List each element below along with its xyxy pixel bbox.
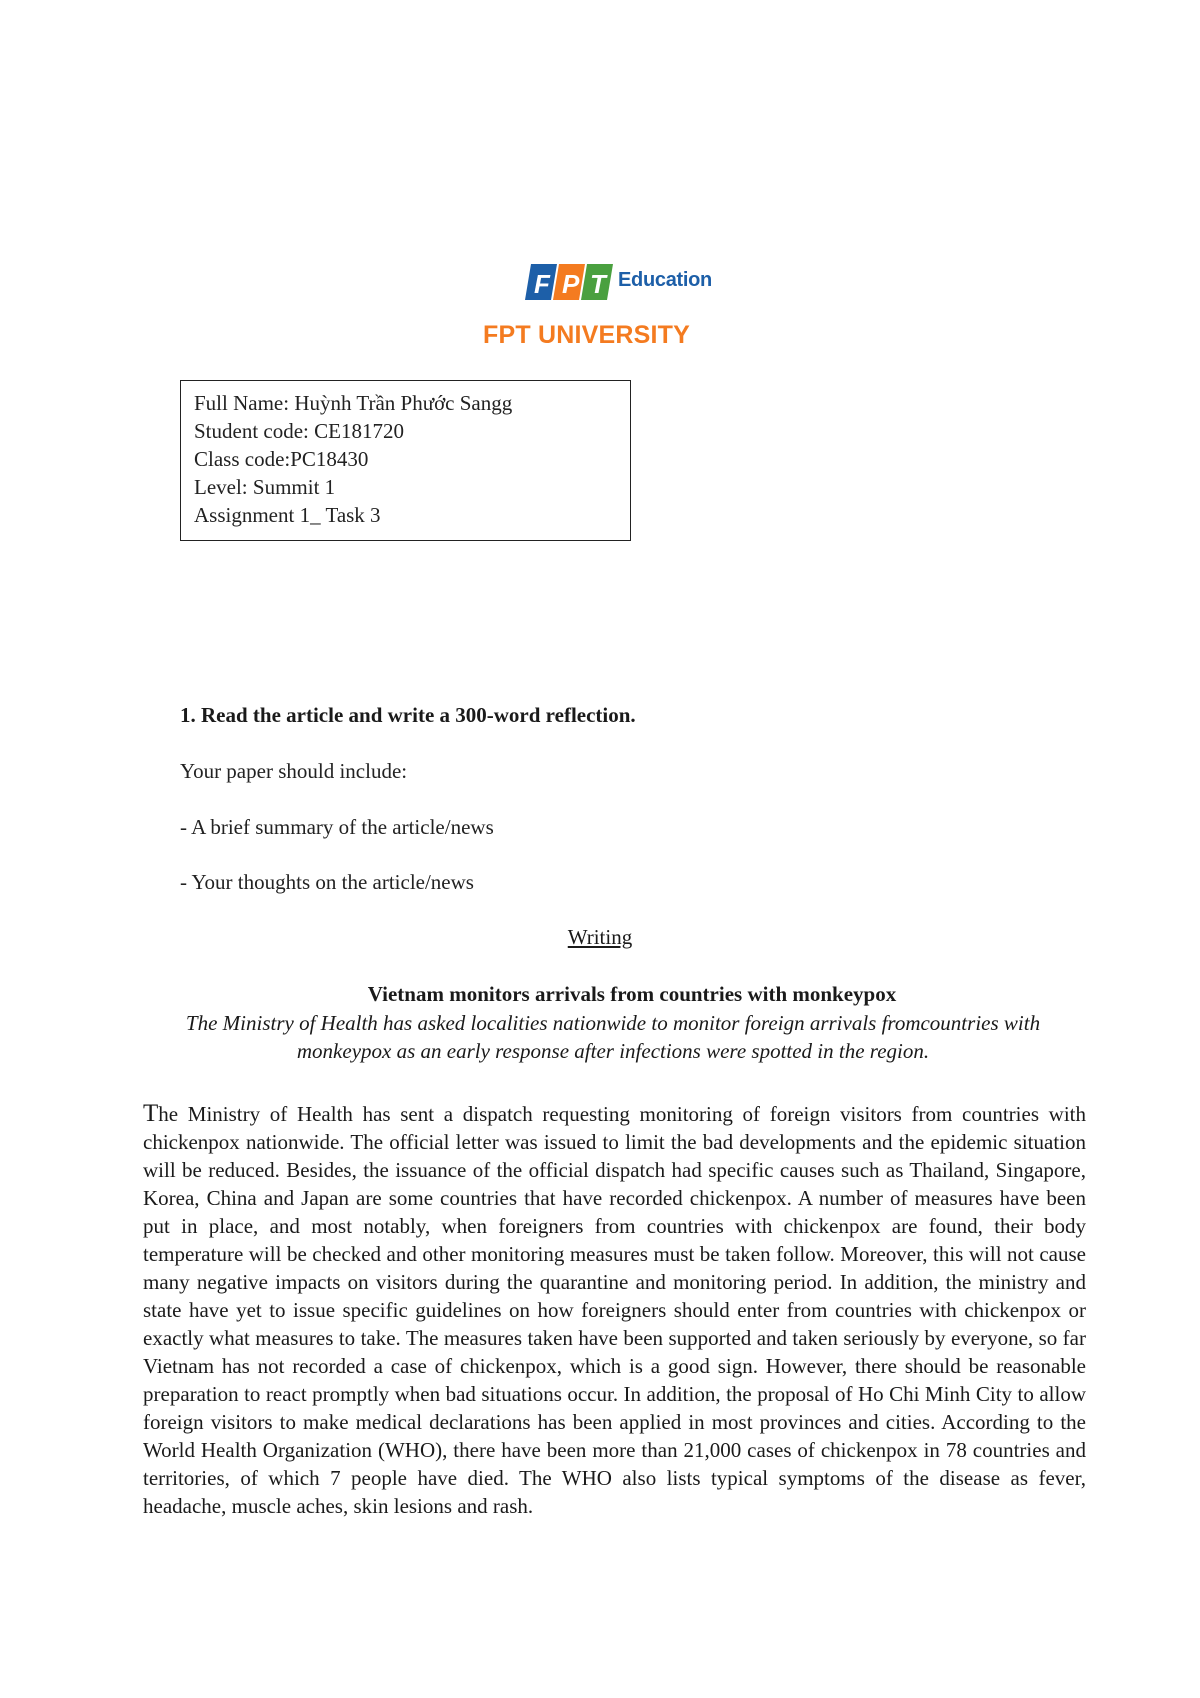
student-code: Student code: CE181720 [194,419,404,443]
student-info-box [180,380,631,541]
logo-letter-f: F [534,269,550,299]
logo-education-label: Education [618,269,712,291]
writing-heading: Writing [567,925,633,949]
article-body [143,1100,1086,1520]
logo-letter-t: T [590,269,606,299]
logo-university-label: FPT UNIVERSITY [483,321,690,349]
prompt-item-thoughts: - Your thoughts on the article/news [180,870,474,894]
assignment-label: Assignment 1_ Task 3 [194,503,381,527]
article-body-first-letter: T [143,1100,159,1127]
student-full-name: Full Name: Huỳnh Trần Phước Sangg [194,391,513,415]
logo-letter-p: P [562,269,580,299]
prompt-intro: Your paper should include: [180,759,408,783]
question-title: 1. Read the article and write a 300-word reflection. [180,703,636,727]
article-body-text: he Ministry of Health has sent a dispatch requesting monitoring of foreign visitors from countries with chickenpox nationwide. The official letter was issued to limit the bad developments and the epidemic situation will be reduced. Besides, the issuance of the official dispatch had specific causes such as Thailand, Singapore, Korea, China and Japan are some countries that have recorded chickenpox. A number of measures have been put in place, and most notably, when foreigners from countries with chickenpox are found, their body temperature will be checked and other monitoring measures must be taken follow. Moreover, this will not cause many negative impacts on visitors during the quarantine and monitoring period. In addition, the ministry and state have yet to issue specific guidelines on how foreigners should enter from countries with chickenpox or exactly what measures to take. The measures taken have been supported and taken seriously by everyone, so far Vietnam has not recorded a case of chickenpox, which is a good sign. However, there should be reasonable preparation to react promptly when bad situations occur. In addition, the proposal of Ho Chi Minh City to allow foreign visitors to make medical declarations has been applied in most provinces and cities. According to the World Health Organization (WHO), there have been more than 21,000 cases of chickenpox in 78 countries and territories, of which 7 people have died. The WHO also lists typical symptoms of the disease as fever, headache, muscle aches, skin lesions and rash. [143,1102,1086,1518]
fpt-logo-mark-icon [525,262,617,302]
prompt-item-summary: - A brief summary of the article/news [180,815,494,839]
class-code: Class code:PC18430 [194,447,369,471]
level: Level: Summit 1 [194,475,336,499]
article-subtitle: The Ministry of Health has asked localities nationwide to monitor foreign arrivals fromcountries with monkeypox as an early response after infections were spotted in the region. [185,1011,1041,1063]
fpt-education-logo [483,262,745,352]
article-title: Vietnam monitors arrivals from countries with monkeypox [367,982,897,1006]
